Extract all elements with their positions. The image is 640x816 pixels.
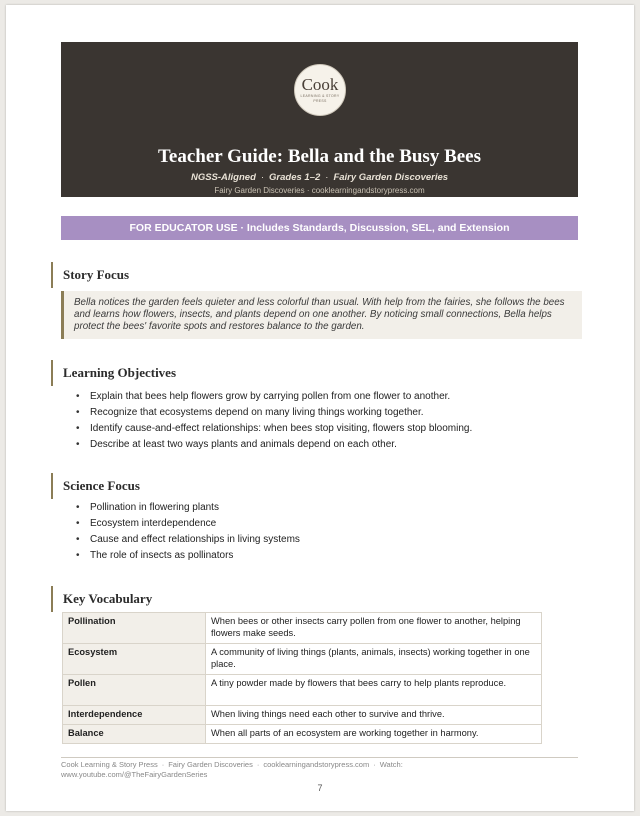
section-heading-story-focus: Story Focus (51, 262, 129, 288)
list-item: • The role of insects as pollinators (68, 548, 300, 564)
vocab-definition: When all parts of an ecosystem are working together in harmony. (206, 725, 542, 744)
section-heading-learning-objectives: Learning Objectives (51, 360, 176, 386)
vocab-term: Balance (63, 725, 206, 744)
vocab-term: Pollen (63, 675, 206, 706)
list-item: • Ecosystem interdependence (68, 516, 300, 532)
brand-site: cooklearningandstorypress.com (311, 186, 425, 195)
tag-grades: Grades 1–2 (269, 172, 321, 183)
footer-separator: · (373, 760, 376, 769)
logo-wordmark: Cook (301, 75, 339, 94)
story-focus-text: Bella notices the garden feels quieter and less colorful than usual. With help from the fairies, she follows the bees and learns how flowers, insects, and plants depend on one another. By noticing small connections, Bella helps protect the bees' favorite spots and restores balance to the garden. (61, 291, 582, 339)
footer-separator: · (256, 760, 260, 769)
table-row (63, 675, 542, 706)
learning-objectives-list (68, 389, 472, 453)
document-page (6, 5, 634, 811)
footer-divider (61, 757, 578, 758)
page-title: Teacher Guide: Bella and the Busy Bees (157, 146, 482, 167)
header-block (61, 42, 578, 197)
header-brandline (61, 186, 578, 195)
educator-banner: FOR EDUCATOR USE · Includes Standards, Discussion, SEL, and Extension (61, 216, 578, 240)
logo-subtitle: LEARNING & STORY PRESS (300, 94, 340, 103)
brand-separator: · (306, 186, 310, 195)
list-item: • Cause and effect relationships in living systems (68, 532, 300, 548)
vocab-definition: A community of living things (plants, animals, insects) working together in one place. (206, 644, 542, 675)
vocab-term: Pollination (63, 613, 206, 644)
tag-ngss: NGSS-Aligned (190, 172, 256, 183)
publisher-logo (294, 64, 346, 116)
footer-text (61, 760, 461, 780)
tag-separator: · (325, 172, 329, 183)
list-item: • Describe at least two ways plants and animals depend on each other. (68, 437, 472, 453)
tag-series: Fairy Garden Discoveries (333, 172, 449, 183)
page-number: 7 (317, 783, 323, 793)
vocab-term: Interdependence (63, 706, 206, 725)
footer-watch-label: Watch: (379, 760, 403, 769)
footer-series: Fairy Garden Discoveries (168, 760, 253, 769)
table-row (63, 706, 542, 725)
section-heading-science-focus: Science Focus (51, 473, 140, 499)
footer-youtube-link[interactable]: www.youtube.com/@TheFairyGardenSeries (61, 770, 208, 779)
brand-series: Fairy Garden Discoveries (214, 186, 305, 195)
vocab-definition: A tiny powder made by flowers that bees carry to help plants reproduce. (206, 675, 542, 706)
vocab-definition: When living things need each other to survive and thrive. (206, 706, 542, 725)
footer-separator: · (161, 760, 165, 769)
science-focus-list (68, 500, 300, 564)
table-row (63, 644, 542, 675)
list-item: • Recognize that ecosystems depend on many living things working together. (68, 405, 472, 421)
table-row (63, 613, 542, 644)
vocab-definition: When bees or other insects carry pollen from one flower to another, helping flowers make seeds. (206, 613, 542, 644)
list-item: • Explain that bees help flowers grow by carrying pollen from one flower to another. (68, 389, 472, 405)
vocabulary-table (62, 612, 542, 744)
table-row (63, 725, 542, 744)
vocab-term: Ecosystem (63, 644, 206, 675)
tag-separator: · (260, 172, 265, 183)
list-item: • Pollination in flowering plants (68, 500, 300, 516)
footer-site: cooklearningandstorypress.com (263, 760, 370, 769)
footer-publisher: Cook Learning & Story Press (61, 760, 158, 769)
section-heading-key-vocabulary: Key Vocabulary (51, 586, 152, 612)
header-tags (61, 172, 578, 183)
list-item: • Identify cause-and-effect relationships: when bees stop visiting, flowers stop blooming. (68, 421, 472, 437)
